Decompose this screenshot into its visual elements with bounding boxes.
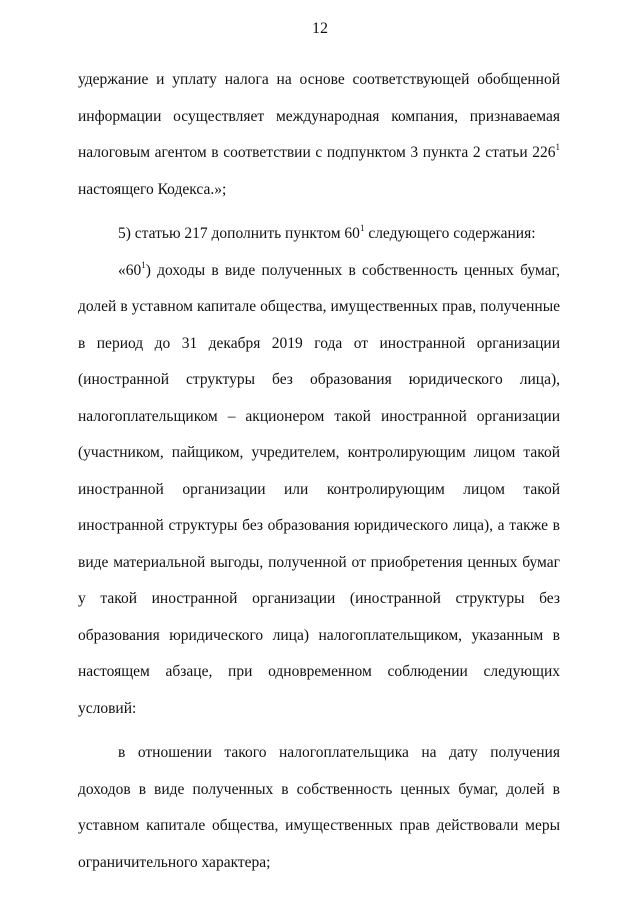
superscript: 1 [359,223,365,233]
superscript: 1 [141,259,146,270]
page-number: 12 [312,20,328,37]
paragraph-text: «60 [118,261,142,279]
paragraph-text: ) доходы в виде полученных в собственность ценных бумаг, долей в уставном капитале общества, имущественных прав, полученные в период до 31 декабря 2019 года от иностранной организации (иностранной структуры без образования юридического лица), налогоплательщиком – акционером такой иностранной организации (участником, пайщиком, учредителем, контролирующим лицом такой иностранной организации или контролирующим лицом такой иностранной структуры без образования юридического лица), а также в виде материальной выгоды, полученной от приобретения ценных бумаг у такой иностранной организации (иностранной структуры без образования юридического лица) налогоплательщиком, указанным в настоящем абзаце, при одновременном соблюдении следующих условий: [78,261,560,717]
paragraph-new-clause [78,253,560,728]
paragraph-text: следующего содержания: [364,225,536,242]
paragraph-text: 5) статью 217 дополнить пунктом 60 [118,225,360,242]
paragraph-text: настоящего Кодекса.»; [78,180,227,198]
paragraph-continuation [78,62,560,208]
document-body [78,62,560,881]
paragraph-text: в отношении такого налогоплательщика на дату получения доходов в виде полученных в собственность ценных бумаг, долей в уставном капитале общества, имущественных прав действовали меры ограничительного характера; [78,744,560,871]
superscript: 1 [555,142,560,152]
paragraph-condition [78,735,560,881]
paragraph-amendment-item [78,216,560,253]
paragraph-text: удержание и уплату налога на основе соответствующей обобщенной информации осуществляет международная компания, признаваемая налоговым агентом в соответствии с подпунктом 3 пункта 2 статьи 226 [78,71,560,161]
